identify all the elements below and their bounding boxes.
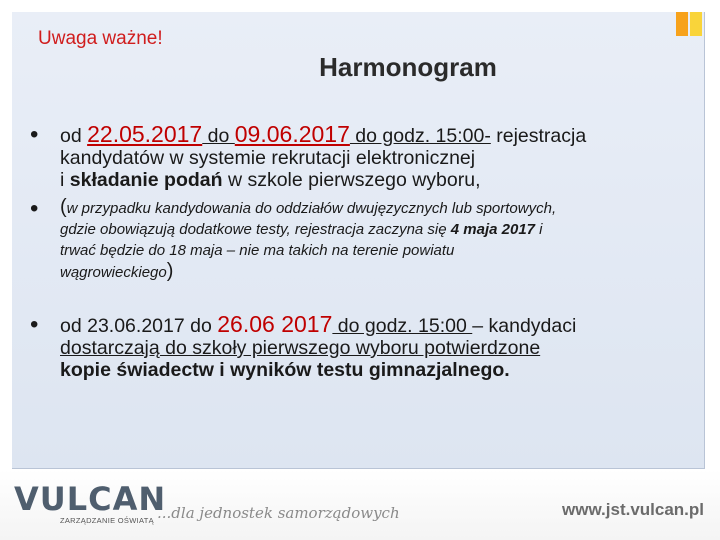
text: i xyxy=(60,169,70,191)
text: gdzie obowiązują dodatkowe testy, rejestracja zaczyna się xyxy=(60,221,451,238)
decorative-bar-orange xyxy=(676,12,688,36)
open-paren: ( xyxy=(60,196,67,218)
text-line: trwać będzie do 18 maja – nie ma takich na terenie powiatu xyxy=(60,242,455,259)
date-to: 26.06 2017 xyxy=(217,311,333,337)
bullet-registration xyxy=(30,123,690,191)
bold-text: składanie podań xyxy=(69,169,223,191)
text-line xyxy=(60,197,690,219)
page-title: Harmonogram xyxy=(319,52,497,82)
text-line xyxy=(60,169,690,191)
text-line xyxy=(60,359,690,381)
website-url: www.jst.vulcan.pl xyxy=(562,500,705,519)
tagline: ...dla jednostek samorządowych xyxy=(157,504,400,522)
text: i xyxy=(535,221,543,238)
bullet-dot: • xyxy=(30,121,39,148)
bullet-documents xyxy=(30,313,690,381)
text: wągrowieckiego xyxy=(60,264,167,281)
text: rejestracja xyxy=(490,125,587,147)
text: od xyxy=(60,125,88,147)
text-line: kandydatów w systemie rekrutacji elektronicznej xyxy=(60,147,476,169)
deadline: do godz. 15:00- xyxy=(349,125,491,147)
bold-text: kopie świadectw i wyników testu gimnazjalnego. xyxy=(60,359,510,381)
text: – kandydaci xyxy=(472,315,577,337)
date-from: 23.06.2017 xyxy=(87,315,185,337)
logo-subtitle: ZARZĄDZANIE OŚWIATĄ xyxy=(60,516,154,525)
text: w przypadku kandydowania do oddziałów dwujęzycznych lub sportowych, xyxy=(66,200,557,217)
text-line: dostarczają do szkoły pierwszego wyboru potwierdzone xyxy=(60,337,541,359)
bold-text: 4 maja 2017 xyxy=(450,221,536,238)
date-to: 09.06.2017 xyxy=(234,121,350,147)
bullet-dot: • xyxy=(30,311,39,338)
text: od xyxy=(60,315,88,337)
vulcan-logo: VULCAN xyxy=(14,480,167,518)
text: do xyxy=(184,315,218,337)
date-from: 22.05.2017 xyxy=(87,121,203,147)
text: do xyxy=(202,125,235,147)
text: w szkole pierwszego wyboru, xyxy=(222,169,481,191)
text-line xyxy=(60,219,690,240)
text-line xyxy=(60,313,690,337)
important-notice: Uwaga ważne! xyxy=(38,28,163,49)
footer xyxy=(0,470,720,540)
close-paren: ) xyxy=(166,260,174,282)
decorative-bar-yellow xyxy=(690,12,702,36)
deadline: do godz. 15:00 xyxy=(332,315,473,337)
bullet-note xyxy=(30,197,690,283)
text-line xyxy=(60,123,690,147)
text-line xyxy=(60,261,690,283)
bullet-list xyxy=(30,123,690,381)
bullet-dot: • xyxy=(30,195,39,222)
